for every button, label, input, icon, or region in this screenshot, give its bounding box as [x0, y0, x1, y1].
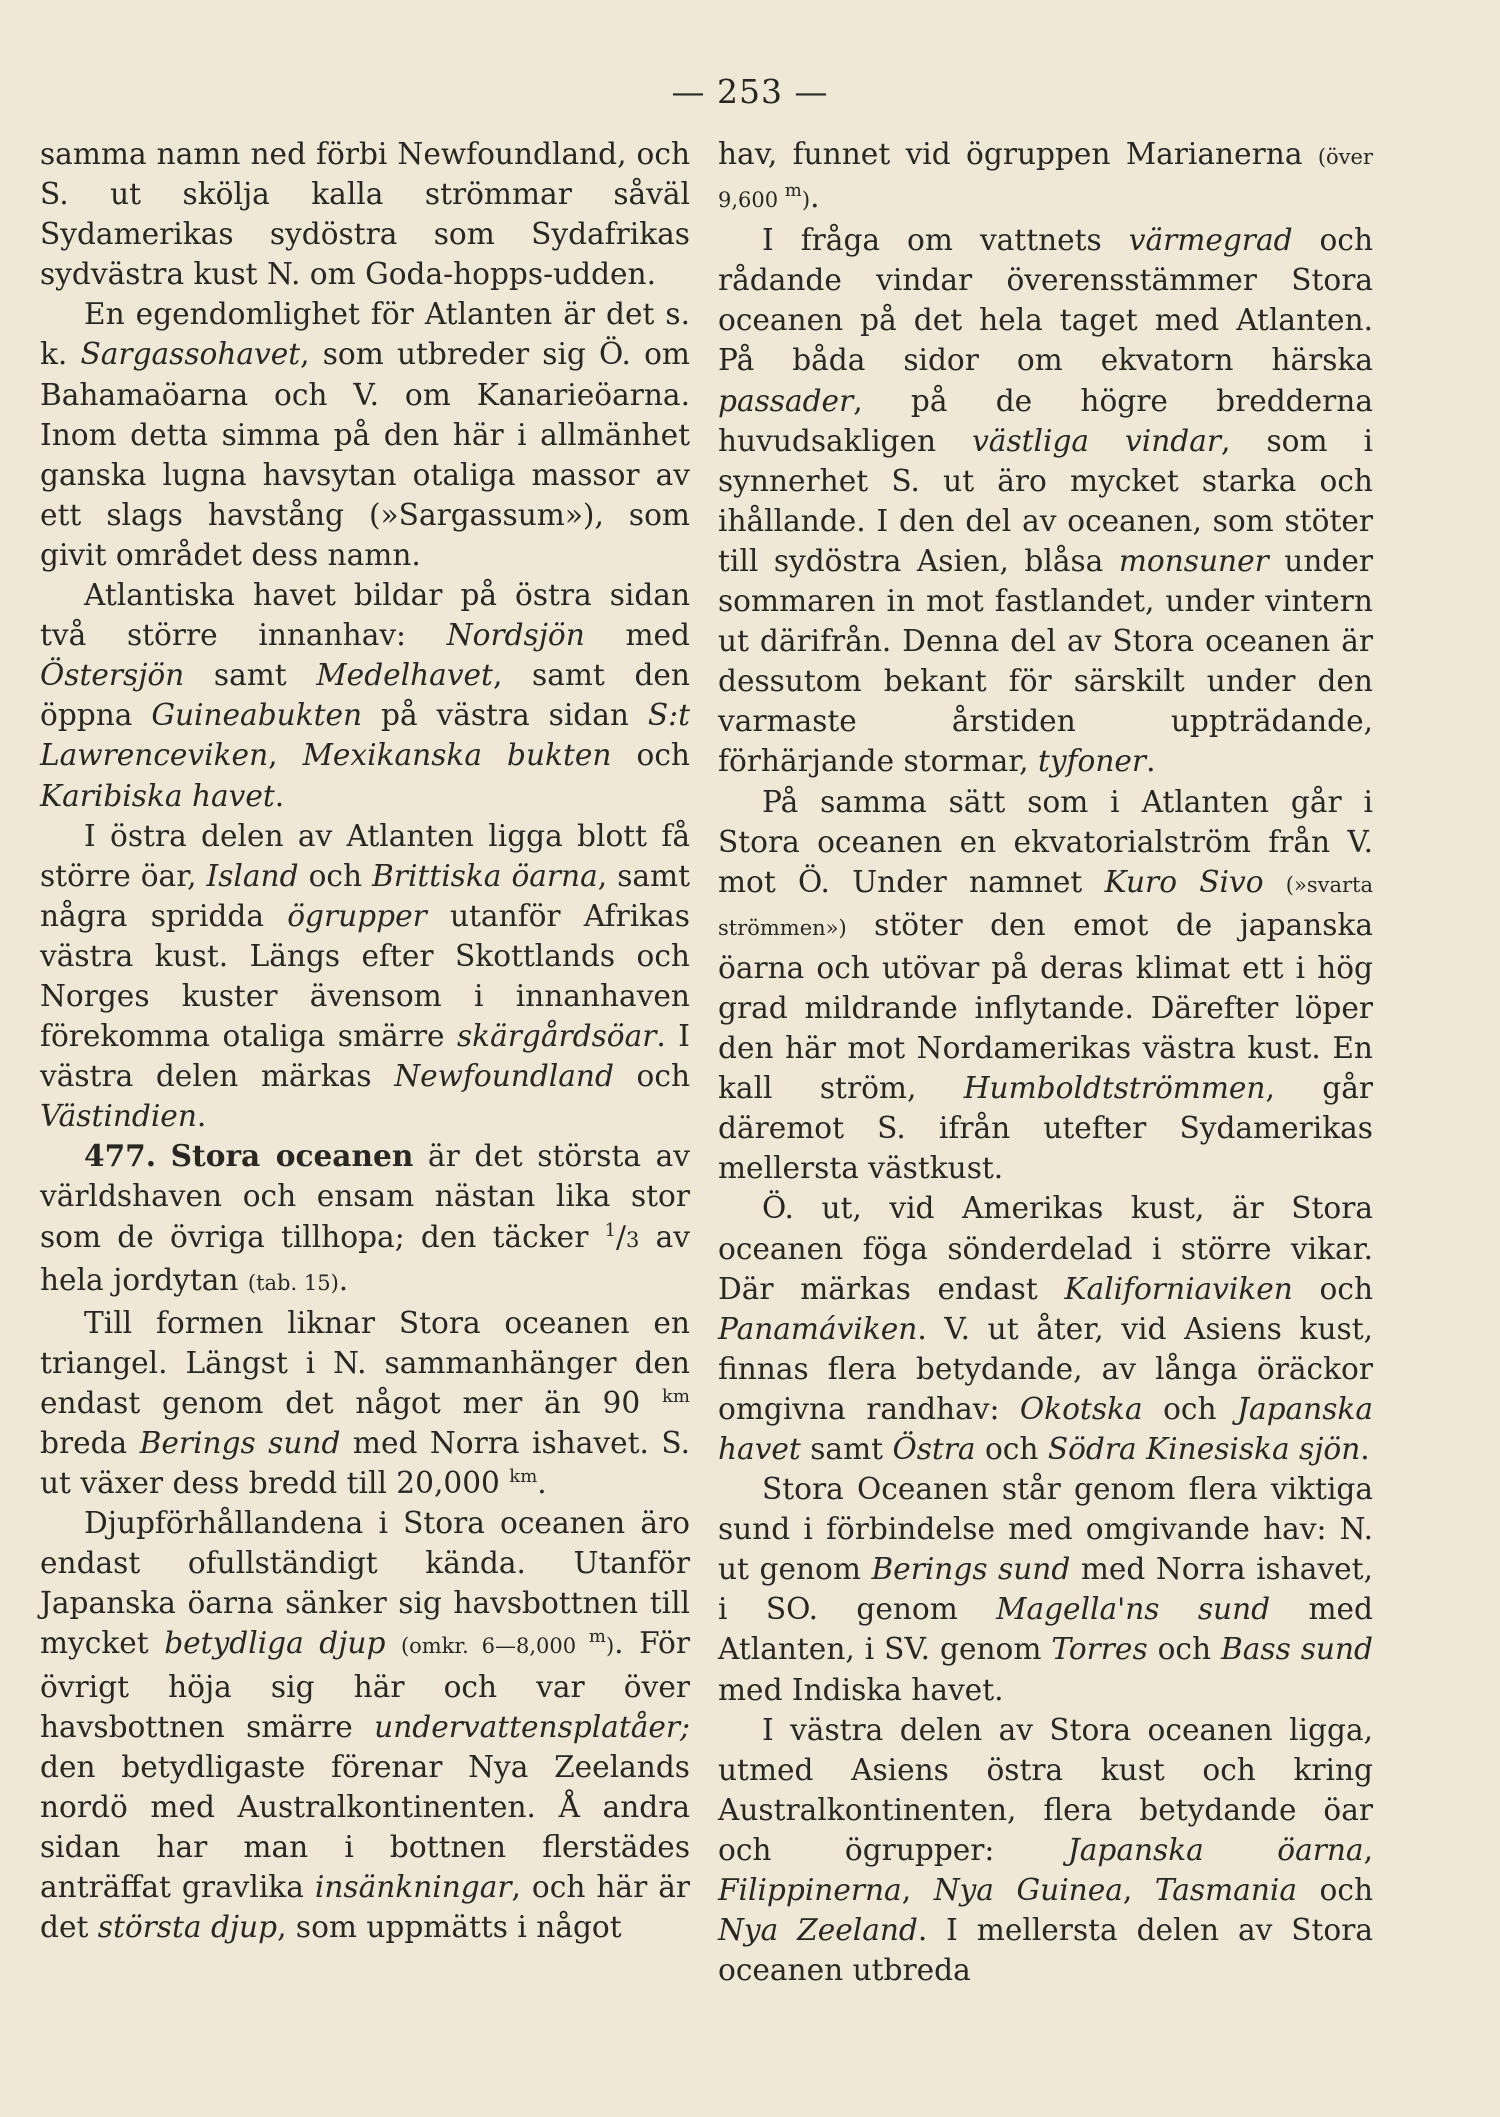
right-column — [718, 134, 1373, 1990]
paragraph: Djupförhållandena i Stora oceanen äro endast ofullständigt kända. Utanför Japanska öarna sänker sig havsbottnen till mycket betydliga djup (omkr. 6—8,000 $^m$). För övrigt höja sig här och var över havsbottnen smärre undervattensplatåer; den betydligaste förenar Nya Zeelands nordö med Australkontinenten. Å andra sidan har man i bottnen flerstädes anträffat gravlika insänkningar, och här är det största djup, som uppmätts i något — [40, 1506, 690, 1945]
paragraph: samma namn ned förbi Newfoundland, och S. ut skölja kalla strömmar såväl Sydamerikas sydöstra som Sydafrikas sydvästra kust N. om Goda-hopps-udden. — [40, 137, 690, 292]
section-number: 477. — [84, 1138, 157, 1174]
page-number: — 253 — — [671, 72, 829, 111]
paragraph: hav, funnet vid ögruppen Marianerna (över 9,600 $^m$). — [718, 137, 1373, 215]
paragraph: Ö. ut, vid Amerikas kust, är Stora oceanen föga sönderdelad i större vikar. Där märkas endast Kaliforniaviken och Panamáviken. V. ut åter, vid Asiens kust, finnas flera betydande, av långa öräckor omgivna randhav: Okotska och Japanska havet samt Östra och Södra Kinesiska sjön. — [718, 1191, 1374, 1466]
paragraph: Till formen liknar Stora oceanen en triangel. Längst i N. sammanhänger den endast genom det något mer än 90 $^{km}$ breda Berings sund med Norra ishavet. S. ut växer dess bredd till 20,000 $^{km}$. — [40, 1305, 690, 1501]
section-paragraph-477: 477. Stora oceanen är det största av världshaven och ensam nästan lika stor som de övriga tillhopa; den täcker $^1$/3 av hela jordytan (tab. 15). — [40, 1138, 690, 1297]
paragraph: I fråga om vattnets värmegrad och rådande vindar överensstämmer Stora oceanen på det hela taget med Atlanten. På båda sidor om ekvatorn härska passader, på de högre bredderna huvudsakligen västliga vindar, som i synnerhet S. ut äro mycket starka och ihållande. I den del av oceanen, som stöter till sydöstra Asien, blåsa monsuner under sommaren in mot fastlandet, under vintern ut därifrån. Denna del av Stora oceanen är dessutom bekant för särskilt under den varmaste årstiden uppträdande, förhärjande stormar, tyfoner. — [718, 223, 1373, 779]
section-heading: Stora oceanen — [170, 1138, 414, 1174]
left-column — [40, 134, 690, 1947]
paragraph: Stora Oceanen står genom flera viktiga sund i förbindelse med omgivande hav: N. ut genom Berings sund med Norra ishavet, i SO. genom Magella'ns sund med Atlanten, i SV. genom Torres och Bass sund med Indiska havet. — [718, 1472, 1373, 1707]
paragraph: På samma sätt som i Atlanten går i Stora oceanen en ekvatorialström från V. mot Ö. Under namnet Kuro Sivo (»svarta strömmen») stöter den emot de japanska öarna och utövar på deras klimat ett i hög grad mildrande inflytande. Därefter löper den här mot Nordamerikas västra kust. En kall ström, Humboldtströmmen, går däremot S. ifrån utefter Sydamerikas mellersta västkust. — [718, 784, 1373, 1186]
paragraph: I östra delen av Atlanten ligga blott få större öar, Island och Brittiska öarna, samt några spridda ögrupper utanför Afrikas västra kust. Längs efter Skottlands och Norges kuster ävensom i innanhaven förekomma otaliga smärre skärgårdsöar. I västra delen märkas Newfoundland och Västindien. — [40, 818, 690, 1134]
paragraph: Atlantiska havet bildar på östra sidan två större innanhav: Nordsjön med Östersjön samt Medelhavet, samt den öppna Guineabukten på västra sidan S:t Lawrenceviken, Mexikanska bukten och Karibiska havet. — [40, 578, 690, 813]
paragraph: I västra delen av Stora oceanen ligga, utmed Asiens östra kust och kring Australkontinenten, flera betydande öar och ögrupper: Japanska öarna, Filippinerna, Nya Guinea, Tasmania och Nya Zeeland. I mellersta delen av Stora oceanen utbreda — [718, 1712, 1373, 1988]
paragraph: En egendomlighet för Atlanten är det s. k. Sargassohavet, som utbreder sig Ö. om Bahamaöarna och V. om Kanarieöarna. Inom detta simma på den här i allmänhet ganska lugna havsytan otaliga massor av ett slags havstång (»Sargassum»), som givit området dess namn. — [40, 297, 690, 572]
